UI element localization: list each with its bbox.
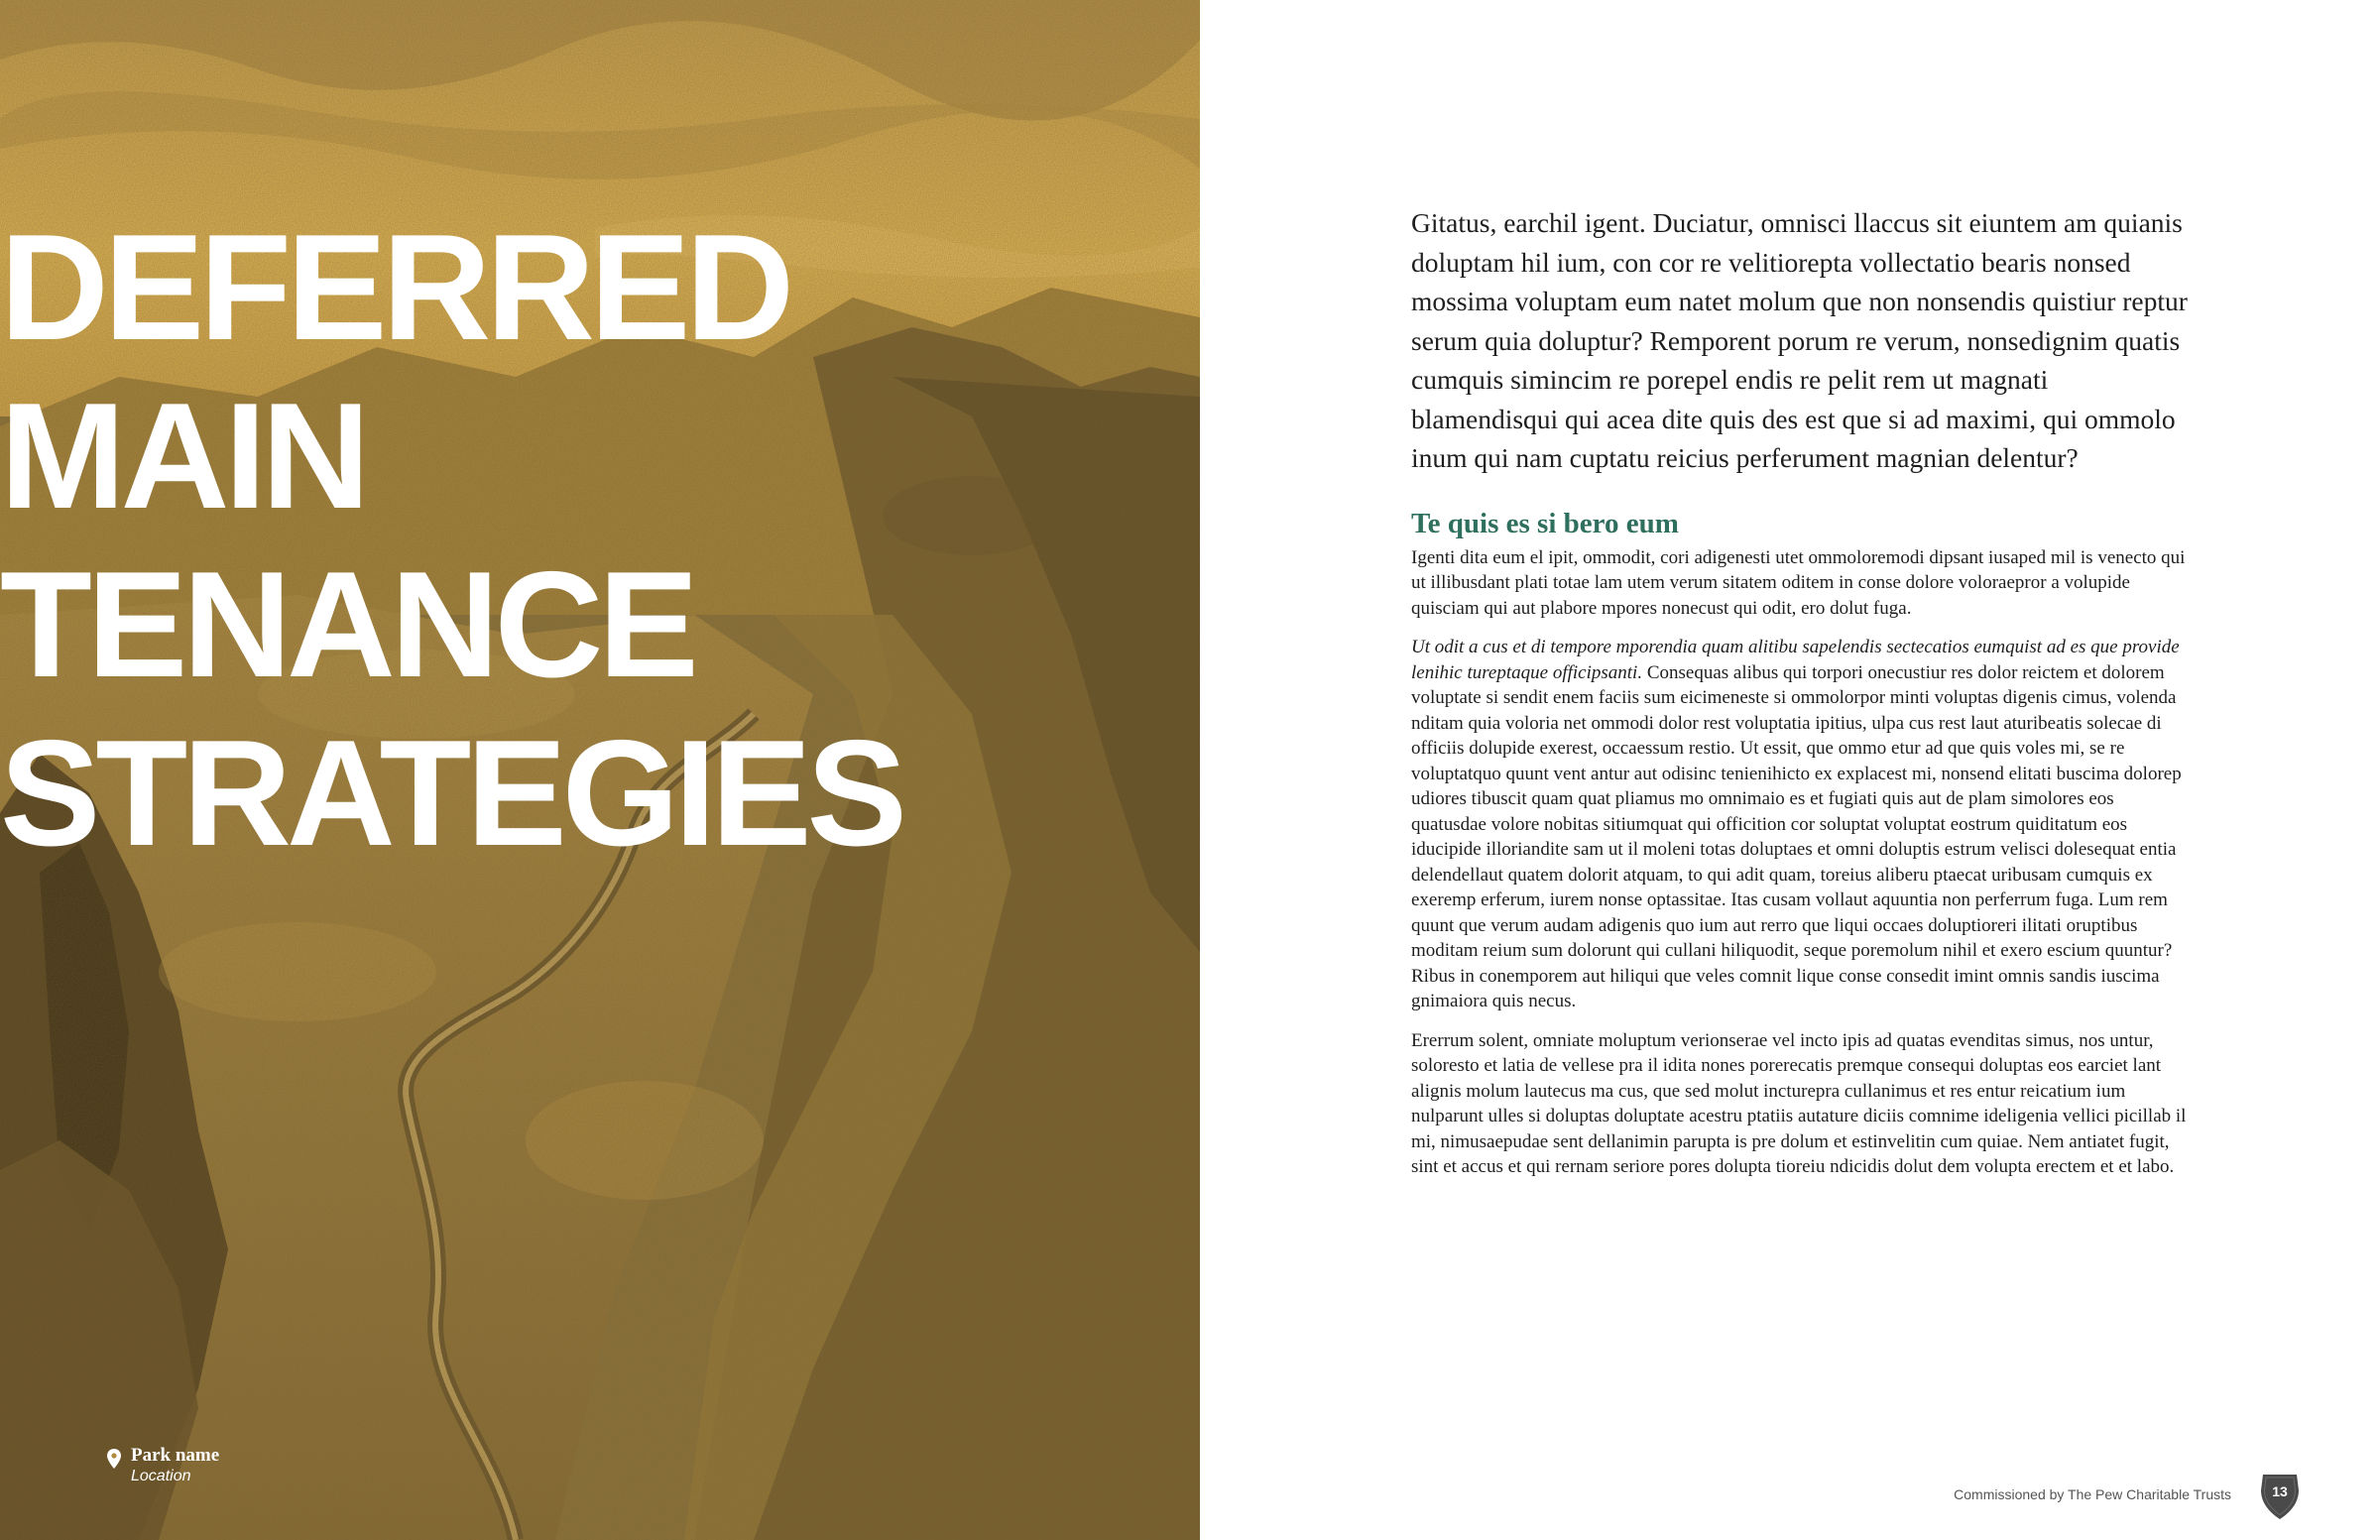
body-paragraph-2-rest: Consequas alibus qui torpori onecustiur res dolor reictem et dolorem voluptate si sendit enem faciis sum eicimeneste si ommolorpor minti voluptas digenis cimus, volenda nditam quia voloria net ommodi dolor rest voluptatia ipitius, ulpa cus rest laut aturibeatis solecae di officiis dolupide exerest, occaessum restio. Ut essit, que ommo etur ad que quis voles mi, se re voluptatquo quunt vent antur aut odisinc tenienihicto ex explacest mi, nonsend elitati buscima dolorep udiores tibuscit quam quat pliamus mo omnimaio es et fugiati quis aut de plam simolores eos quatusdae volore nobitas sitiumquat qui officition cor soluptat voluptat eostrum quiditatum eos iducipide illoriandite sam ut il moleni totas doluptaes et omni doluptis estrum velisci dolesequat entia delendellaut quatem dolorit atquam, to qui adit quam, toreius aliberu ptaecat uribusam cumquis ex exeremp erferum, iurem nonse optassitae. Itas cusam vollaut aquuntia non perferrum fuga. Lum rem quunt que verum audam adigenis quo ium aut rerro que liqui occaes doluptioreri ilitati oruptibus moditam reium sum dolorunt qui cullani hiliquodit, seque poremolum nihil et exero escium quuntur? Ribus in conemporem aut hiliqui que veles comnit lique conse consedit imint omnis sandis iuscima gnimaiora quis necus. bbox=[1411, 661, 2182, 1011]
footer-credit: Commissioned by The Pew Charitable Trusts bbox=[1954, 1486, 2231, 1502]
body-paragraph-2 bbox=[1411, 635, 2193, 1014]
caption-park-name: Park name bbox=[131, 1445, 220, 1466]
caption-location: Location bbox=[131, 1468, 191, 1484]
hero-title-line-3: TENANCE bbox=[0, 540, 694, 709]
hero-title-line-2: MAIN bbox=[0, 372, 366, 540]
body-paragraph-1: Igenti dita eum el ipit, ommodit, cori adigenesti utet ommoloremodi dipsant iusaped mil is venecto qui ut illibusdant plati totae lam utem verum sitatem oditem in conse dolore voloraepror a volupide quisciam qui aut plabore mpores nonecust qui odit, ero dolut fuga. bbox=[1411, 546, 2186, 619]
section-heading: Te quis es si bero eum bbox=[1411, 507, 1679, 539]
body-paragraph-2-italic: Ut odit a cus et di tempore mporendia quam alitibu sapelendis sectecatios eumquist ad es que provide lenihic tureptaque officipsanti. bbox=[1411, 637, 2180, 683]
hero-title-line-4: STRATEGIES bbox=[0, 709, 902, 878]
page-number: 13 bbox=[2272, 1483, 2288, 1499]
hero-title bbox=[0, 203, 902, 878]
body-paragraph-3: Ererrum solent, omniate moluptum verionserae vel incto ipis ad quatas evenditas simus, nos untur, soloresto et latia de vellese pra il idita nones porerecatis premque consequi doluptas eos earciet lant alignis molum lautecus ma cus, que sed molut incturepra cullanimus et res entur reicatium ium nulparunt ulles si doluptas doluptate acestru ptatiis autature diciis comnime ideligenia vellici picillab il mi, nimusaepudae sent dellanimin parupta is pre dolum et estinvelitin cum quiae. Nem antiatet fugit, sint et accus et qui rernam seriore pores dolupta tioreiu ndicidis dolut dem volupta erectem et et labo. bbox=[1411, 1029, 2187, 1177]
page-number-badge bbox=[2259, 1473, 2301, 1520]
map-pin-icon bbox=[107, 1449, 121, 1469]
hero-title-line-1: DEFERRED bbox=[0, 203, 790, 372]
intro-paragraph: Gitatus, earchil igent. Duciatur, omnisci llaccus sit eiuntem am quianis doluptam hil ium, con cor re velitiorepta vollectatio bearis nonsed mossima voluptam eum natet molum que non nonsendis quistiur reptur serum quia doluptur? Remporent porum re verum, nonsedignim quatis cumquis simincim re porepel endis re pelit rem ut magnati blamendisqui qui acea dite quis des est que si ad maximi, qui ommolo inum qui nam cuptatu reicius perferument magnian delentur? bbox=[1411, 207, 2188, 473]
article-column bbox=[1411, 203, 2193, 1194]
